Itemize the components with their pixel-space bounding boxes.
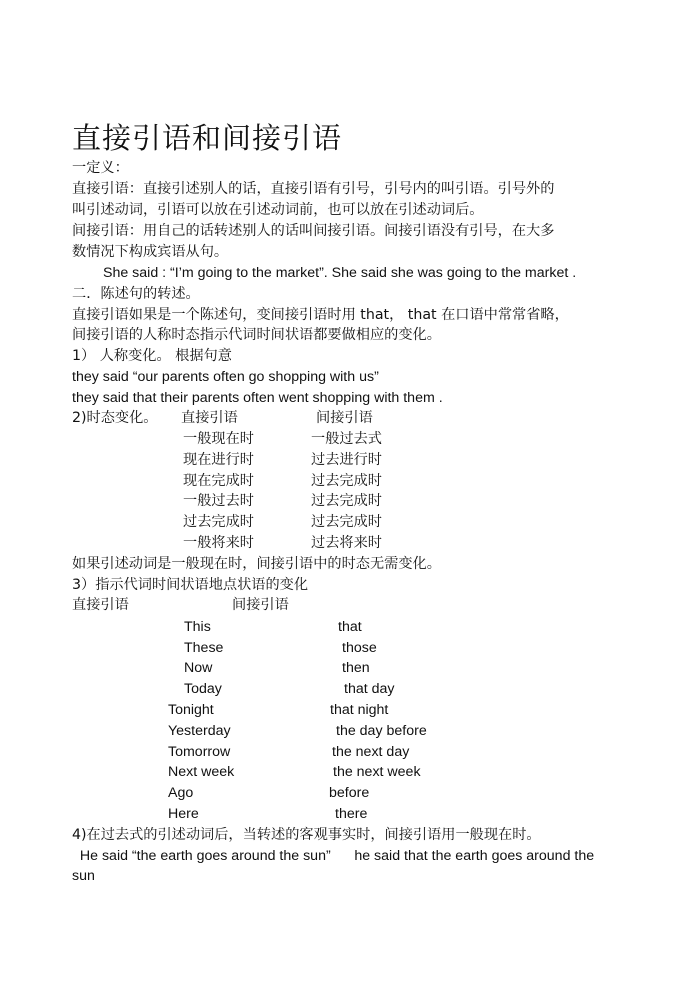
section-four-heading: 4)在过去式的引述动词后，当转述的客观事实时，间接引语用一般现在时。 xyxy=(72,827,541,843)
adverb-direct: Tomorrow xyxy=(168,744,231,760)
tense-direct: 一般过去时 xyxy=(183,493,254,509)
person-example-1: they said “our parents often go shopping with us” xyxy=(72,369,379,385)
tense-col-direct: 直接引语 xyxy=(181,410,238,426)
tense-indirect: 过去完成时 xyxy=(311,493,382,509)
indirect-definition-line-1: 间接引语：用自己的话转述别人的话叫间接引语。间接引语没有引号，在大多 xyxy=(72,223,555,239)
direct-definition-line-1: 直接引语：直接引述别人的话，直接引语有引号，引号内的叫引语。引号外的 xyxy=(72,181,555,197)
adverb-col-direct: 直接引语 xyxy=(72,597,129,613)
section-four-example-line-2: sun xyxy=(72,868,95,884)
section-four-example-line-1: He said “the earth goes around the sun” he said that the earth goes around the xyxy=(72,848,595,864)
tense-direct: 现在完成时 xyxy=(183,473,254,489)
indirect-definition-line-2: 数情况下构成宾语从句。 xyxy=(72,244,229,260)
adverb-indirect: there xyxy=(335,806,368,822)
tense-direct: 现在进行时 xyxy=(183,452,254,468)
adverb-direct: Next week xyxy=(168,764,235,780)
tense-direct: 过去完成时 xyxy=(183,514,254,530)
adverb-indirect: the next week xyxy=(333,764,421,780)
adverb-indirect: that day xyxy=(344,681,395,697)
statement-line-1: 直接引语如果是一个陈述句，变间接引语时用 that， that 在口语中常常省略， xyxy=(72,307,569,323)
adverb-direct: This xyxy=(184,619,211,635)
adverb-indirect: the day before xyxy=(336,723,427,739)
tense-direct: 一般现在时 xyxy=(183,431,254,447)
adverb-indirect: that xyxy=(338,619,362,635)
adverb-direct: Yesterday xyxy=(168,723,231,739)
adverb-direct: Tonight xyxy=(168,702,214,718)
adverb-indirect: before xyxy=(329,785,370,801)
definition-example: She said : “I’m going to the market”. She said she was going to the market . xyxy=(103,265,577,281)
tense-change-label: 2)时态变化。 xyxy=(72,410,158,426)
tense-indirect: 一般过去式 xyxy=(311,431,382,447)
statement-heading: 二．陈述句的转述。 xyxy=(72,286,200,302)
direct-definition-line-2: 叫引述动词，引语可以放在引述动词前，也可以放在引述动词后。 xyxy=(72,202,484,218)
person-example-2: they said that their parents often went shopping with them . xyxy=(72,390,443,406)
adverb-direct: These xyxy=(184,640,224,656)
adverb-indirect: the next day xyxy=(332,744,410,760)
adverb-direct: Today xyxy=(184,681,222,697)
tense-indirect: 过去将来时 xyxy=(311,535,382,551)
page-title: 直接引语和间接引语 xyxy=(72,121,343,155)
statement-line-2: 间接引语的人称时态指示代词时间状语都要做相应的变化。 xyxy=(72,327,441,343)
tense-col-indirect: 间接引语 xyxy=(316,410,373,426)
adverb-direct: Now xyxy=(184,660,213,676)
adverb-col-indirect: 间接引语 xyxy=(232,597,289,613)
adverb-heading: 3）指示代词时间状语地点状语的变化 xyxy=(72,577,309,593)
adverb-direct: Here xyxy=(168,806,199,822)
adverb-indirect: then xyxy=(342,660,370,676)
tense-indirect: 过去完成时 xyxy=(311,473,382,489)
tense-direct: 一般将来时 xyxy=(183,535,254,551)
adverb-indirect: that night xyxy=(330,702,389,718)
tense-indirect: 过去进行时 xyxy=(311,452,382,468)
definition-heading: 一定义： xyxy=(72,160,129,176)
tense-indirect: 过去完成时 xyxy=(311,514,382,530)
adverb-direct: Ago xyxy=(168,785,194,801)
adverb-indirect: those xyxy=(342,640,377,656)
tense-note: 如果引述动词是一般现在时，间接引语中的时态无需变化。 xyxy=(72,556,441,572)
person-change-heading: 1） 人称变化。 根据句意 xyxy=(72,348,232,364)
